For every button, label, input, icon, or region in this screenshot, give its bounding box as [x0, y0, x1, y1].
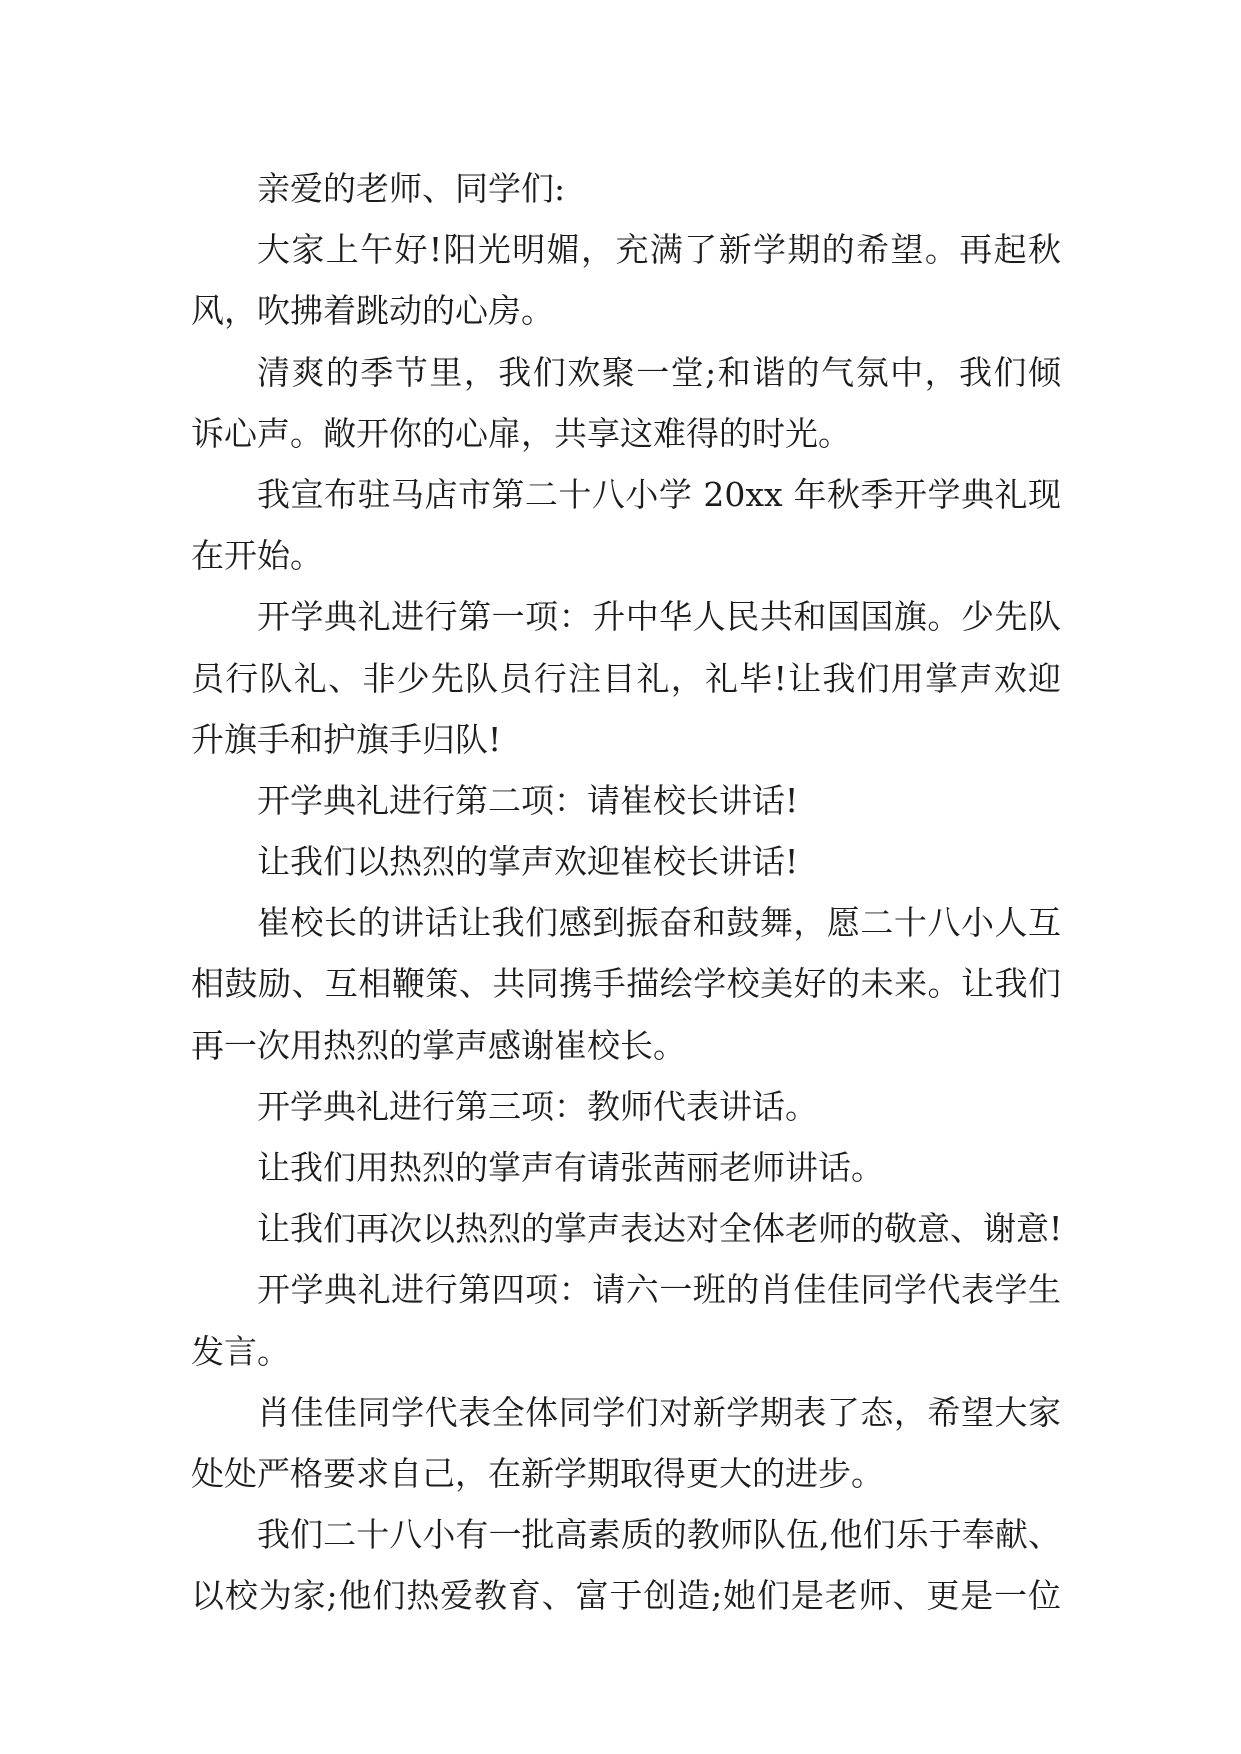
text-line: 开学典礼进行第一项：升中华人民共和国国旗。少先队 — [257, 597, 1061, 637]
paragraph — [191, 1198, 1061, 1259]
paragraph — [191, 464, 1061, 586]
text-line: 处处严格要求自己，在新学期取得更大的进步。 — [191, 1453, 884, 1493]
paragraph — [191, 158, 1061, 219]
text-line: 亲爱的老师、同学们: — [257, 169, 566, 208]
text-line: 风，吹拂着跳动的心房。 — [191, 291, 554, 331]
text-line: 开学典礼进行第二项：请崔校长讲话! — [257, 780, 799, 820]
text-line: 以校为家;他们热爱教育、富于创造;她们是老师、更是一位 — [191, 1576, 1061, 1616]
text-line: 诉心声。敞开你的心扉，共享这难得的时光。 — [191, 413, 851, 453]
paragraph — [191, 1259, 1061, 1381]
text-line: 相鼓励、互相鞭策、共同携手描绘学校美好的未来。让我们 — [191, 964, 1061, 1004]
paragraph — [191, 586, 1061, 770]
paragraph — [191, 1504, 1061, 1626]
paragraph — [191, 219, 1061, 341]
text-line: 开学典礼进行第三项：教师代表讲话。 — [257, 1086, 818, 1126]
paragraph — [191, 831, 1061, 892]
text-line: 在开始。 — [191, 536, 323, 576]
text-line: 大家上午好!阳光明媚，充满了新学期的希望。再起秋 — [257, 230, 1061, 270]
paragraph — [191, 770, 1061, 831]
text-line: 员行队礼、非少先队员行注目礼，礼毕!让我们用掌声欢迎 — [191, 658, 1061, 698]
paragraph — [191, 892, 1061, 1076]
text-line: 肖佳佳同学代表全体同学们对新学期表了态，希望大家 — [257, 1392, 1061, 1432]
document-body — [191, 158, 1061, 1627]
text-line: 我们二十八小有一批高素质的教师队伍,他们乐于奉献、 — [257, 1515, 1061, 1555]
text-line: 升旗手和护旗手归队! — [191, 719, 502, 759]
text-line: 开学典礼进行第四项：请六一班的肖佳佳同学代表学生 — [257, 1270, 1061, 1310]
paragraph — [191, 1382, 1061, 1504]
text-line: 再一次用热烈的掌声感谢崔校长。 — [191, 1025, 686, 1065]
paragraph — [191, 1076, 1061, 1137]
paragraph — [191, 1137, 1061, 1198]
text-line: 崔校长的讲话让我们感到振奋和鼓舞，愿二十八小人互 — [257, 903, 1061, 943]
text-line: 清爽的季节里，我们欢聚一堂;和谐的气氛中，我们倾 — [257, 352, 1061, 392]
text-line: 让我们用热烈的掌声有请张茜丽老师讲话。 — [257, 1148, 884, 1187]
paragraph — [191, 342, 1061, 464]
text-line: 让我们再次以热烈的掌声表达对全体老师的敬意、谢意! — [257, 1209, 1063, 1249]
text-line: 让我们以热烈的掌声欢迎崔校长讲话! — [257, 842, 799, 882]
text-line: 发言。 — [191, 1331, 290, 1371]
text-line: 我宣布驻马店市第二十八小学 20xx 年秋季开学典礼现 — [257, 474, 1061, 514]
